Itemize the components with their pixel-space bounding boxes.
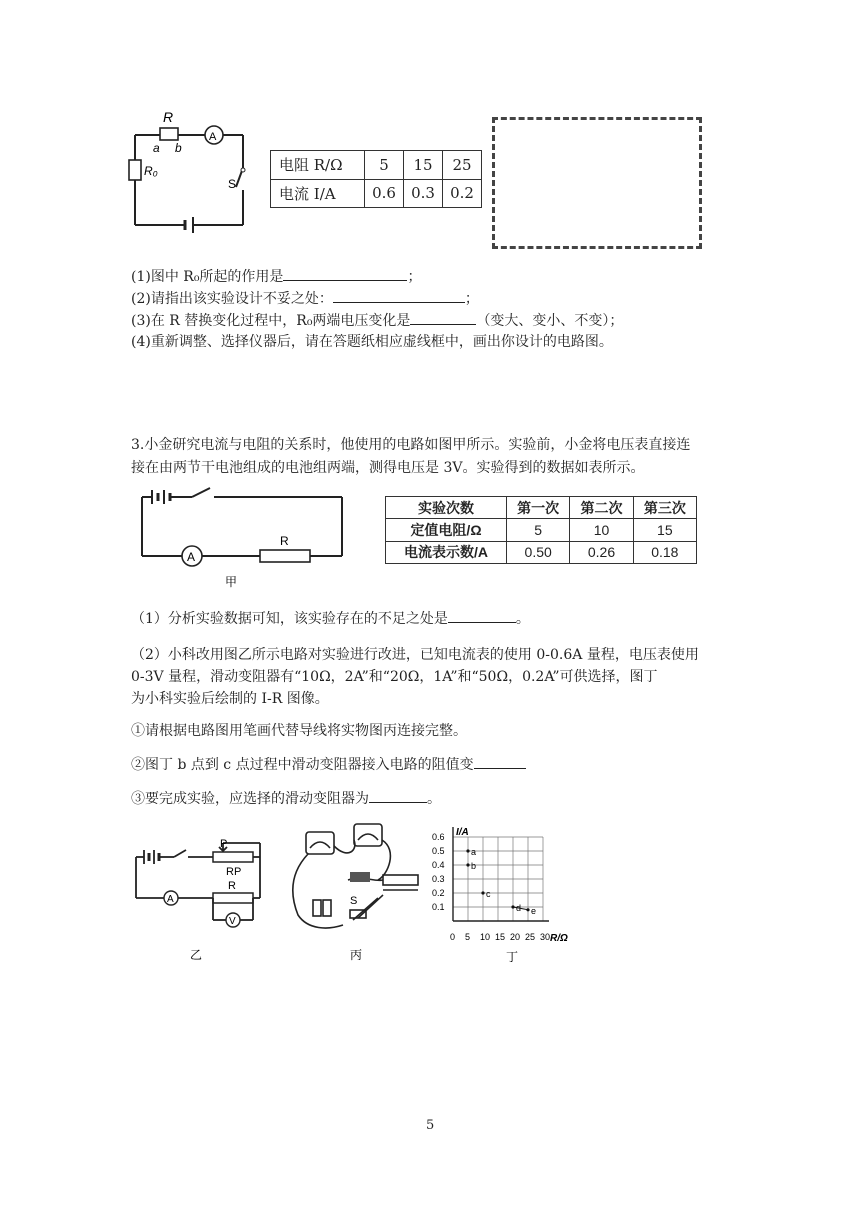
ammeter-icon: [306, 832, 334, 854]
q3-intro-line-1: 3.小金研究电流与电阻的关系时，他使用的电路如图甲所示。实验前，小金将电压表直接连: [131, 437, 691, 453]
q2-line-1-text: (1)图中 R₀所起的作用是: [131, 269, 284, 285]
circuit-diagram-jia: [130, 482, 350, 592]
label-s: S: [228, 177, 237, 191]
answer-blank[interactable]: [333, 288, 465, 303]
x-tick-label: 10: [480, 932, 491, 942]
table-cell: 10: [570, 519, 633, 541]
chart-ylabel: I/A: [456, 827, 469, 838]
q3-part-b: [131, 754, 526, 775]
q2-line-2-text: (2)请指出该实验设计不妥之处：: [131, 291, 333, 307]
answer-dashed-box[interactable]: [492, 117, 702, 249]
battery-icon: [313, 900, 321, 916]
table-cell: 0.18: [633, 541, 696, 563]
data-point-label: c: [486, 889, 491, 899]
q3-part-b-text: ②图丁 b 点到 c 点过程中滑动变阻器接入电路的阻值变: [131, 757, 474, 773]
table-cell: 0.50: [507, 541, 570, 563]
q3-part-2-line-2: 0-3V 量程，滑动变阻器有“10Ω，2A”和“20Ω，1A”和“50Ω，0.2A”可供选择，图丁: [131, 669, 658, 685]
table-row-label: 电流表示数/A: [386, 541, 507, 563]
data-point-label: a: [471, 847, 477, 857]
x-tick-label: 30: [540, 932, 551, 942]
y-tick-label: 0.6: [432, 832, 445, 842]
table-cell: 25: [443, 151, 482, 180]
table-cell: 5: [365, 151, 404, 180]
q3-part-c-text: ③要完成实验，应选择的滑动变阻器为: [131, 791, 369, 807]
ammeter-label: A: [209, 131, 217, 143]
q2-line-3-text: (3)在 R 替换变化过程中，R₀两端电压变化是: [131, 313, 411, 329]
table-cell: 15: [404, 151, 443, 180]
caption-ding: 丁: [506, 950, 519, 964]
q2-line-2-end: ；: [464, 291, 479, 307]
table-row-label: 电阻 R/Ω: [271, 151, 365, 180]
caption-bing: 丙: [350, 948, 363, 962]
table-resistance-current: [270, 150, 482, 208]
table-cell: 0.6: [365, 179, 404, 208]
label-b: b: [175, 141, 182, 155]
q2-line-1-end: ；: [407, 269, 422, 285]
y-tick-label: 0.3: [432, 874, 445, 884]
q2-line-1: [131, 266, 421, 287]
q3-part-1-text: （1）分析实验数据可知，该实验存在的不足之处是: [131, 611, 448, 627]
table-header: 第二次: [570, 497, 633, 519]
x-tick-label: 15: [495, 932, 506, 942]
x-tick-label: 20: [510, 932, 521, 942]
q3-part-c-end: 。: [427, 791, 441, 807]
q3-part-c: [131, 788, 441, 809]
rheostat-icon: [383, 875, 418, 885]
data-point: [466, 849, 469, 852]
page-number: 5: [426, 1118, 435, 1133]
q2-line-3: [131, 310, 623, 331]
y-tick-label: 0.5: [432, 846, 445, 856]
apparatus-diagram-bing: [288, 820, 428, 965]
q3-part-a: ①请根据电路图用笔画代替导线将实物图丙连接完整。: [131, 723, 467, 739]
q2-line-3-end: （变大、变小、不变）；: [476, 313, 624, 329]
q3-part-1-end: 。: [515, 611, 530, 627]
q3-part-2-line-3: 为小科实验后绘制的 I-R 图像。: [131, 691, 329, 707]
label-a: a: [153, 141, 160, 155]
label-r0: R₀: [144, 164, 158, 178]
answer-blank[interactable]: [448, 608, 516, 623]
ammeter-label: A: [167, 894, 174, 905]
answer-blank[interactable]: [283, 266, 407, 281]
answer-blank[interactable]: [474, 754, 526, 769]
i-r-chart: [428, 815, 578, 965]
table-header: 第一次: [507, 497, 570, 519]
caption-yi: 乙: [190, 948, 203, 962]
table-experiment-data: [385, 496, 697, 564]
q2-line-4: (4)重新调整、选择仪器后，请在答题纸相应虚线框中，画出你设计的电路图。: [131, 334, 613, 350]
table-cell: 15: [633, 519, 696, 541]
circuit-diagram-r0: [125, 100, 260, 240]
table-row-label: 定值电阻/Ω: [386, 519, 507, 541]
table-row-label: 电流 I/A: [271, 179, 365, 208]
data-point: [466, 863, 469, 866]
y-tick-label: 0.2: [432, 888, 445, 898]
x-tick-label: 5: [465, 932, 471, 942]
q3-part-2-line-1: （2）小科改用图乙所示电路对实验进行改进，已知电流表的使用 0-0.6A 量程，电压表使用: [131, 647, 699, 663]
x-tick-label: 0: [450, 932, 456, 942]
ammeter-label: A: [187, 550, 196, 564]
table-cell: 0.2: [443, 179, 482, 208]
voltmeter-icon: [354, 824, 382, 846]
data-point-label: e: [531, 905, 537, 916]
circuit-diagram-yi: [128, 835, 268, 965]
x-tick-label: 25: [525, 932, 536, 942]
table-header: 第三次: [633, 497, 696, 519]
table-header: 实验次数: [386, 497, 507, 519]
table-cell: 5: [507, 519, 570, 541]
resistor-icon: [350, 872, 370, 882]
table-cell: 0.26: [570, 541, 633, 563]
y-tick-label: 0.1: [432, 902, 445, 912]
q2-line-2: [131, 288, 479, 309]
data-point: [481, 891, 484, 894]
y-tick-label: 0.4: [432, 860, 445, 870]
chart-xlabel: R/Ω: [550, 933, 568, 944]
q3-part-1: [131, 608, 530, 629]
answer-blank[interactable]: [410, 310, 476, 325]
data-point-label: b: [471, 861, 477, 871]
label-r: R: [163, 109, 174, 125]
label-r: R: [228, 880, 236, 892]
label-s: S: [350, 895, 358, 907]
table-cell: 0.3: [404, 179, 443, 208]
label-r: R: [280, 534, 289, 548]
label-rp: RP: [226, 866, 242, 878]
voltmeter-label: V: [229, 916, 236, 927]
label-p: P: [220, 838, 228, 850]
q3-intro-line-2: 接在由两节干电池组成的电池组两端，测得电压是 3V。实验得到的数据如表所示。: [131, 460, 645, 476]
answer-blank[interactable]: [369, 788, 427, 803]
caption-jia: 甲: [225, 575, 238, 589]
